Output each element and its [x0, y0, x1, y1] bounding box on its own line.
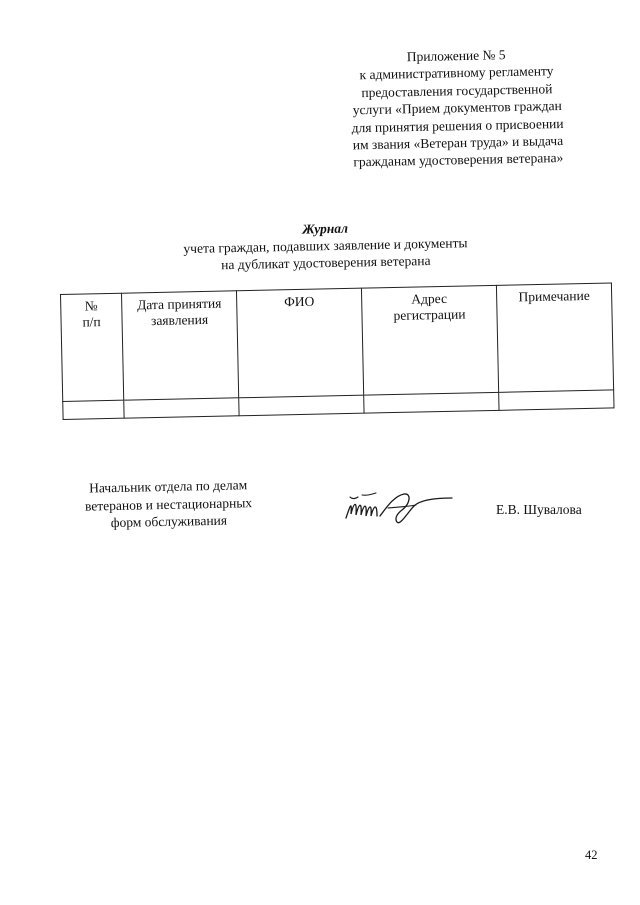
signer-position: [68, 476, 269, 533]
header-line: заявления: [150, 311, 209, 329]
table-cell: [124, 398, 239, 418]
page-number: 42: [585, 848, 598, 862]
appendix-line: к административному регламенту: [359, 63, 554, 83]
journal-heading: [140, 216, 511, 275]
signer-position-line: Начальник отдела по делам: [88, 477, 248, 496]
table-header-row: [61, 283, 614, 402]
column-header-name: [236, 288, 363, 398]
appendix-line: услуги «Прием документов граждан: [352, 98, 562, 118]
header-line: п/п: [82, 314, 101, 330]
appendix-line: предоставления государственной: [361, 80, 553, 100]
column-header-address: [361, 285, 498, 395]
header-line: ФИО: [283, 293, 315, 310]
signer-position-line: форм обслуживания: [110, 512, 228, 531]
table-cell: [239, 395, 364, 416]
table-cell: [499, 390, 614, 410]
appendix-line: им звания «Ветеран труда» и выдача: [352, 133, 564, 153]
header-line: Дата принятия: [136, 295, 222, 313]
appendix-header: [322, 44, 592, 171]
appendix-line: для принятия решения о присвоении: [351, 115, 564, 136]
journal-table: [60, 282, 615, 420]
handwritten-signature: [342, 488, 457, 526]
signer-position-line: ветеранов и нестационарных: [84, 494, 253, 514]
column-header-note: [496, 283, 613, 392]
journal-table-wrapper: [60, 283, 589, 420]
column-header-date: [121, 291, 238, 400]
journal-subtitle-line: на дубликат удостоверения ветерана: [221, 252, 431, 273]
journal-subtitle-line: учета граждан, подавших заявление и документы: [183, 235, 468, 257]
appendix-line: Приложение № 5: [406, 47, 506, 65]
journal-title: Журнал: [302, 220, 349, 237]
table-cell: [63, 400, 124, 419]
appendix-line: гражданам удостоверения ветерана»: [353, 150, 564, 170]
table-cell: [364, 392, 499, 413]
signer-name: Е.В. Шувалова: [496, 502, 582, 517]
header-line: Примечание: [518, 287, 590, 305]
header-line: №: [84, 298, 98, 314]
header-line: регистрации: [393, 306, 466, 324]
header-line: Адрес: [411, 290, 448, 307]
column-header-number: [61, 293, 124, 401]
